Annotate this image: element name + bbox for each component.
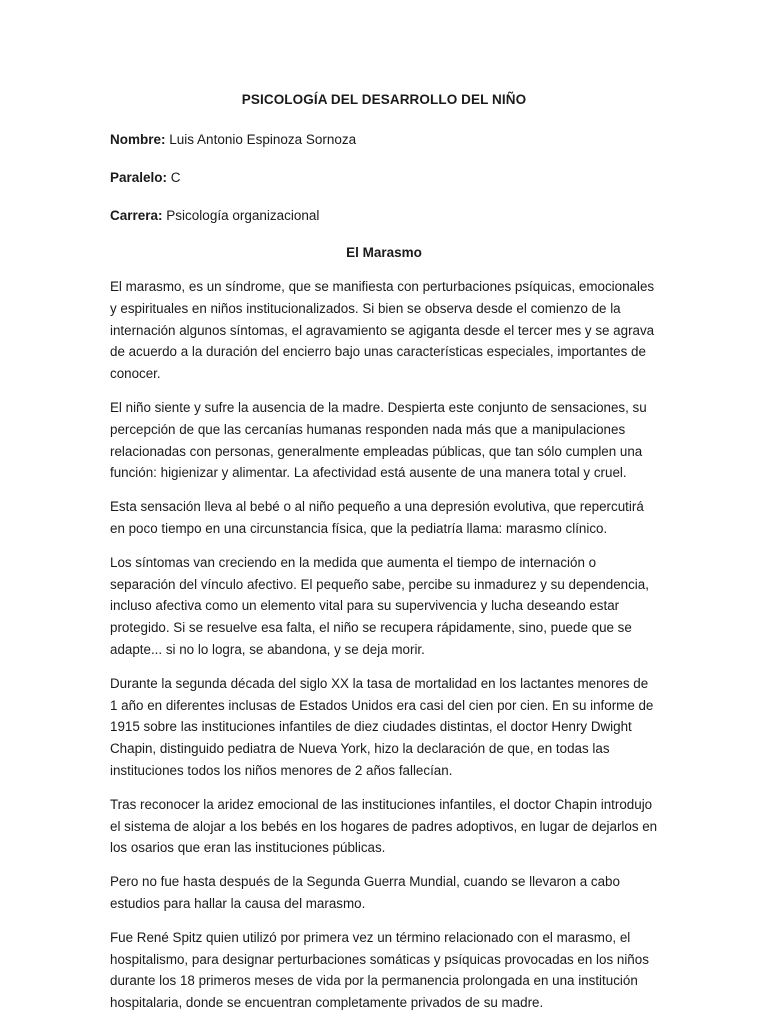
field-carrera-label: Carrera: — [110, 208, 163, 223]
field-carrera — [110, 207, 658, 225]
field-nombre — [110, 131, 658, 149]
field-paralelo-label: Paralelo: — [110, 170, 168, 185]
paragraph-5: Durante la segunda década del siglo XX la tasa de mortalidad en los lactantes menores de 1 año en diferentes inclusas de Estados Unidos era casi del cien por cien. En su informe de 1915 sobre las instituciones infantiles de diez ciudades distintas, el doctor Henry Dwight Chapin, distinguido pediatra de Nueva York, hizo la declaración de que, en todas las instituciones todos los niños menores de 2 años fallecían. — [110, 675, 654, 778]
document-title: PSICOLOGÍA DEL DESARROLLO DEL NIÑO — [241, 92, 527, 107]
field-paralelo — [110, 169, 658, 187]
paragraph-8: Fue René Spitz quien utilizó por primera vez un término relacionado con el marasmo, el hospitalismo, para designar perturbaciones somáticas y psíquicas provocadas en los niños durante los 18 primeros meses de vida por la permanencia prolongada en una institución hospitalaria, donde se encuentran completamente privados de su madre. — [110, 929, 649, 1011]
paragraph-4: Los síntomas van creciendo en la medida que aumenta el tiempo de internación o separación del vínculo afectivo. El pequeño sabe, percibe su inmadurez y su dependencia, incluso afectiva como un elemento vital para su supervivencia y lucha deseando estar protegido. Si se resuelve esa falta, el niño se recupera rápidamente, sino, puede que se adapte... si no lo logra, se abandona, y se deja morir. — [110, 554, 649, 657]
field-nombre-value: Luis Antonio Espinoza Sornoza — [169, 132, 357, 147]
paragraph-6: Tras reconocer la aridez emocional de las instituciones infantiles, el doctor Chapin introdujo el sistema de alojar a los bebés en los hogares de padres adoptivos, en lugar de dejarlos en los osarios que eran las instituciones públicas. — [110, 796, 658, 856]
paragraph-7: Pero no fue hasta después de la Segunda Guerra Mundial, cuando se llevaron a cabo estudios para hallar la causa del marasmo. — [110, 874, 620, 911]
section-title: El Marasmo — [346, 245, 422, 260]
field-nombre-label: Nombre: — [110, 132, 166, 147]
paragraph-1: El marasmo, es un síndrome, que se manifiesta con perturbaciones psíquicas, emocionales y espirituales en niños institucionalizados. Si bien se observa desde el comienzo de la internación algunos síntomas, el agravamiento se agiganta desde el tercer mes y se agrava de acuerdo a la duración del encierro bajo unas características especiales, importantes de conocer. — [110, 279, 655, 382]
field-paralelo-value: C — [170, 170, 181, 185]
field-carrera-value: Psicología organizacional — [166, 208, 320, 223]
paragraph-3: Esta sensación lleva al bebé o al niño pequeño a una depresión evolutiva, que repercutirá en poco tiempo en una circunstancia física, que la pediatría llama: marasmo clínico. — [110, 499, 644, 536]
paragraph-2: El niño siente y sufre la ausencia de la madre. Despierta este conjunto de sensaciones, su percepción de que las cercanías humanas responden nada más que a manipulaciones relacionadas con personas, generalmente empleadas públicas, que tan sólo cumplen una función: higienizar y alimentar. La afectividad está ausente de una manera total y cruel. — [110, 399, 647, 481]
